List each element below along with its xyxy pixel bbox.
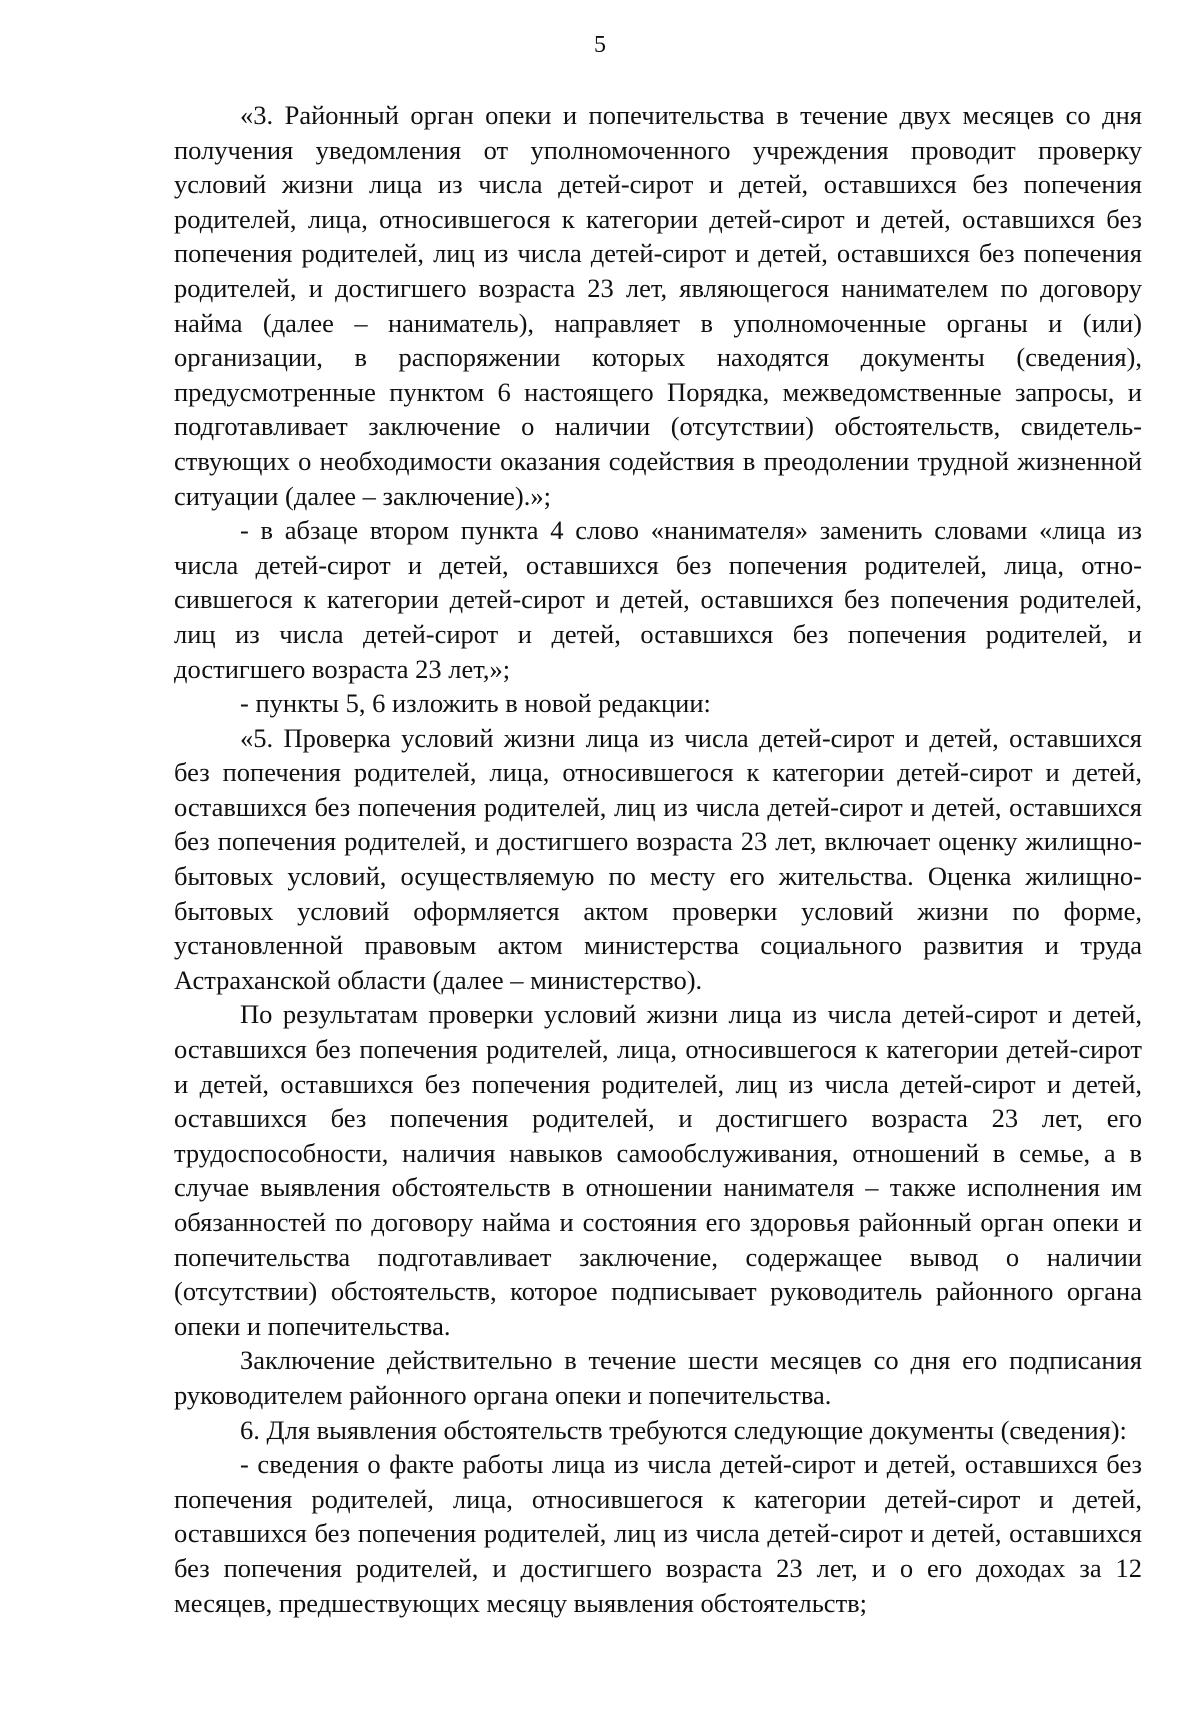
paragraph-conclusion-validity: Заключение действительно в течение шести месяцев со дня его подписания руководителем районного органа опеки и попечительства. [174, 1345, 1142, 1410]
paragraph-inspection-results: По результатам проверки условий жизни лица из числа детей-сирот и детей, оставшихся без попечения родителей, лица, относившегося к категории детей-сирот и детей, оставшихся без попечения родителей, лиц из числа детей-сирот и детей, оставшихся без попечения родителей, и достигшего возраста 23 лет, его трудоспособности, наличия навыков самообслуживания, отношений в семье, а в случае выявления обстоятельств в отношении нанимателя – также исполнения им обязанностей по договору найма и состояния его здоровья районный орган опеки и попечительства подготавливает заключение, содержащее вывод о наличии (отсутствии) обстоятельств, которое подписывает руководитель районного органа опеки и попечительства. [174, 999, 1142, 1341]
paragraph-work-income-info: - сведения о факте работы лица из числа детей-сирот и детей, оставшихся без попечения родителей, лица, относившегося к категории детей-сирот и детей, оставшихся без попечения родителей, лиц из числа детей-сирот и детей, оставшихся без попечения родителей, и достигшего возраста 23 лет, и о его доходах за 12 месяцев, предшествующих месяцу выявления обстоятельств; [174, 1449, 1142, 1618]
paragraph-items-5-6-intro: - пункты 5, 6 изложить в новой редакции: [240, 688, 711, 719]
paragraph-item-3-amendment: «3. Районный орган опеки и попечительства в течение двух месяцев со дня получения уведомления от уполномоченного учреждения проводит проверку условий жизни лица из числа детей-сирот и детей, оставшихся без попечения родителей, лица, относившегося к категории детей-сирот и детей, оставшихся без попечения родителей, лиц из числа детей-сирот и детей, оставшихся без попечения родителей, и достигшего возраста 23 лет, являющегося нанимателем по договору найма (далее – наниматель), направляет в уполномоченные органы и (или) организации, в распоряжении которых находятся документы (сведения), предусмотренные пунктом 6 настоящего Порядка, межведомственные запросы, и подготавливает заключение о наличии (отсутствии) обстоятельств, свидетельствующих о необходимости оказания содействия в преодолении трудной жизненной ситуации (далее – заключение).»; [174, 100, 1142, 511]
document-body [174, 98, 1142, 1620]
paragraph-item-6-text: 6. Для выявления обстоятельств требуются следующие документы (сведения): [240, 1414, 1127, 1445]
paragraph-item-5-text: «5. Проверка условий жизни лица из числа детей-сирот и детей, оставшихся без попечения родителей, лица, относившегося к категории детей-сирот и детей, оставшихся без попечения родителей, лиц из числа детей-сирот и детей, оставшихся без попечения родителей, и достигшего возраста 23 лет, включает оценку жилищно-бытовых условий, осуществляемую по месту его жительства. Оценка жилищно-бытовых условий оформляется актом проверки условий жизни по форме, установленной правовым актом министерства социального развития и труда Астраханской области (далее – министерство). [174, 722, 1142, 995]
paragraph-item-4-amendment: - в абзаце втором пункта 4 слово «нанимателя» заменить словами «лица из числа детей-сирот и детей, оставшихся без попечения родителей, лица, относившегося к категории детей-сирот и детей, оставшихся без попечения родителей, лиц из числа детей-сирот и детей, оставшихся без попечения родителей, и достигшего возраста 23 лет,»; [174, 515, 1142, 684]
page-number: 5 [594, 32, 606, 58]
